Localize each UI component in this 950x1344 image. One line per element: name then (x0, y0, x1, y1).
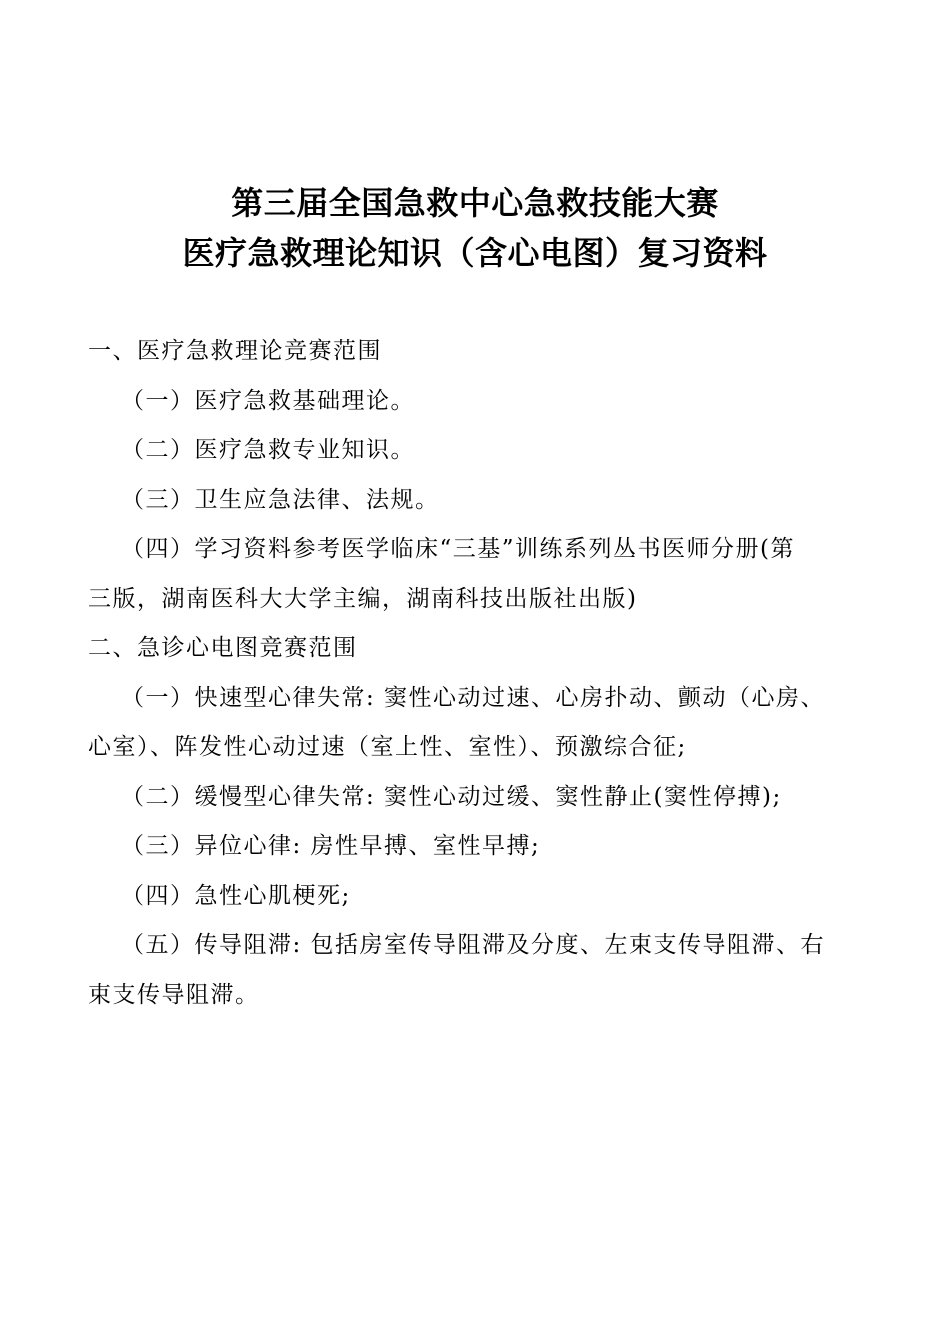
body-line: 一、医疗急救理论竞赛范围 (88, 338, 382, 364)
body-line: （一）快速型心律失常: 窦性心动过速、心房扑动、颤动（心房、 (121, 684, 826, 711)
body-line: 心室）、阵发性心动过速（室上性、室性）、预激综合征; (88, 734, 687, 760)
title-line-2: 医疗急救理论知识（含心电图）复习资料 (182, 234, 768, 272)
document-title (0, 178, 950, 278)
document-body (88, 327, 878, 1020)
body-line: 三版，湖南医科大大学主编，湖南科技出版社出版) (88, 585, 638, 612)
body-line: （四）学习资料参考医学临床“三基”训练系列丛书医师分册(第 (121, 536, 795, 562)
body-line: 束支传导阻滞。 (88, 981, 260, 1008)
title-line-1: 第三届全国急救中心急救技能大赛 (231, 184, 719, 222)
body-line: （四）急性心肌梗死; (121, 882, 351, 909)
body-line: （五）传导阻滞: 包括房室传导阻滞及分度、左束支传导阻滞、右 (121, 932, 826, 958)
body-line: （二）缓慢型心律失常: 窦性心动过缓、窦性静止(窦性停搏); (121, 783, 782, 810)
body-line: （一）医疗急救基础理论。 (121, 387, 415, 414)
body-line: （三）异位心律: 房性早搏、室性早搏; (121, 833, 541, 859)
body-line: （二）医疗急救专业知识。 (121, 437, 415, 463)
body-line: 二、急诊心电图竞赛范围 (88, 635, 358, 661)
body-line: （三）卫生应急法律、法规。 (121, 486, 440, 513)
